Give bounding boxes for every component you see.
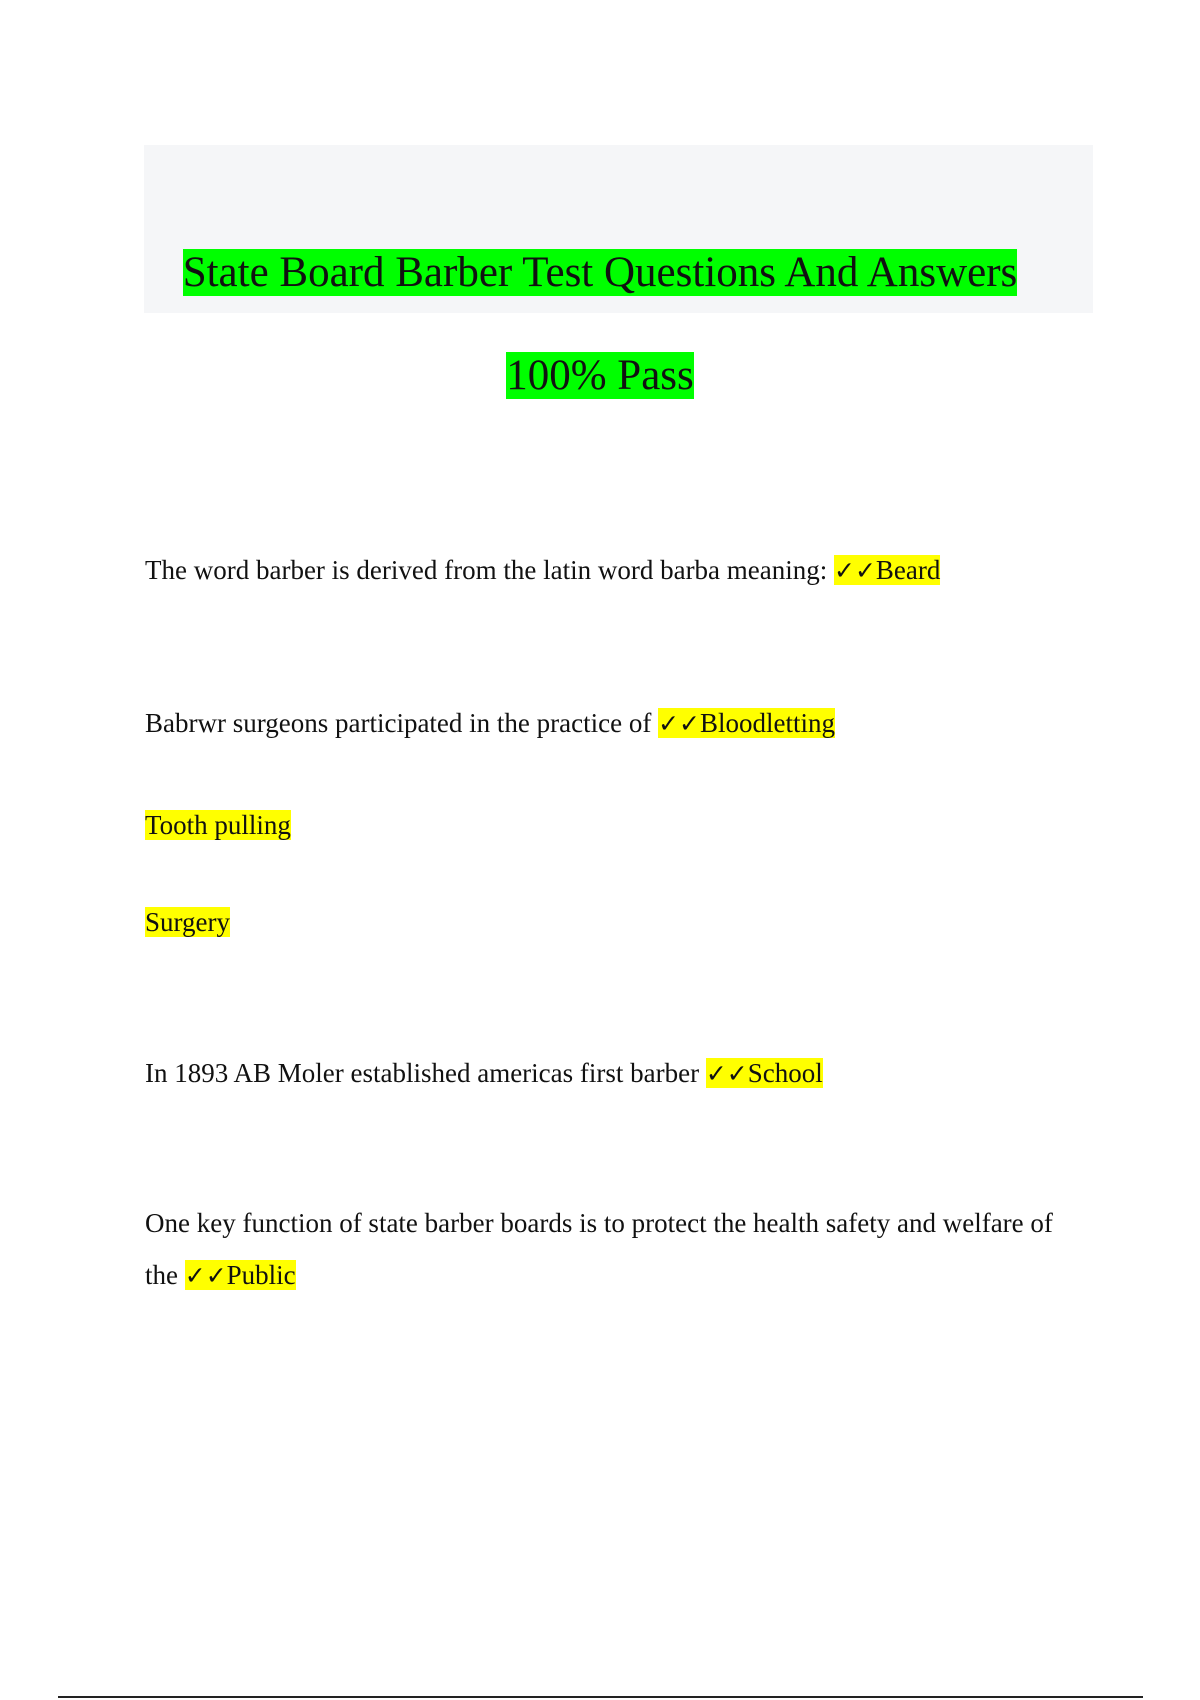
answer-highlight [834,555,940,585]
question-text: The word barber is derived from the latin word barba meaning: [145,555,828,585]
answer-text: Bloodletting [699,708,835,738]
double-check-icon: ✓✓ [834,556,876,585]
qa-item-2-extra-answer-1 [145,805,291,845]
answer-text: Surgery [145,907,230,937]
double-check-icon: ✓✓ [658,709,700,738]
answer-text: Public [226,1260,296,1290]
qa-item-1 [145,544,1075,597]
qa-item-2 [145,697,1075,750]
double-check-icon: ✓✓ [705,1059,748,1088]
answer-highlight [658,708,835,738]
document-title [0,246,1200,300]
answer-text: Beard [875,555,941,585]
answer-text: Tooth pulling [145,810,291,840]
answer-highlight [706,1058,823,1088]
qa-item-4 [145,1197,1075,1302]
qa-item-2-extra-answer-2 [145,902,230,942]
answer-text: School [747,1058,823,1088]
question-text: Babrwr surgeons participated in the practice of [145,708,652,738]
answer-highlight [185,1260,296,1290]
qa-item-3 [145,1047,1075,1100]
question-text: In 1893 AB Moler established americas first barber [145,1058,700,1088]
question-text: One key function of state barber boards is to protect the health safety and welfare of the [145,1208,1053,1290]
double-check-icon: ✓✓ [184,1261,227,1290]
document-subtitle [0,349,1200,403]
document-subtitle-text: 100% Pass [506,352,694,399]
footer-divider [58,1696,1143,1698]
document-title-text: State Board Barber Test Questions And Answers [182,249,1018,296]
